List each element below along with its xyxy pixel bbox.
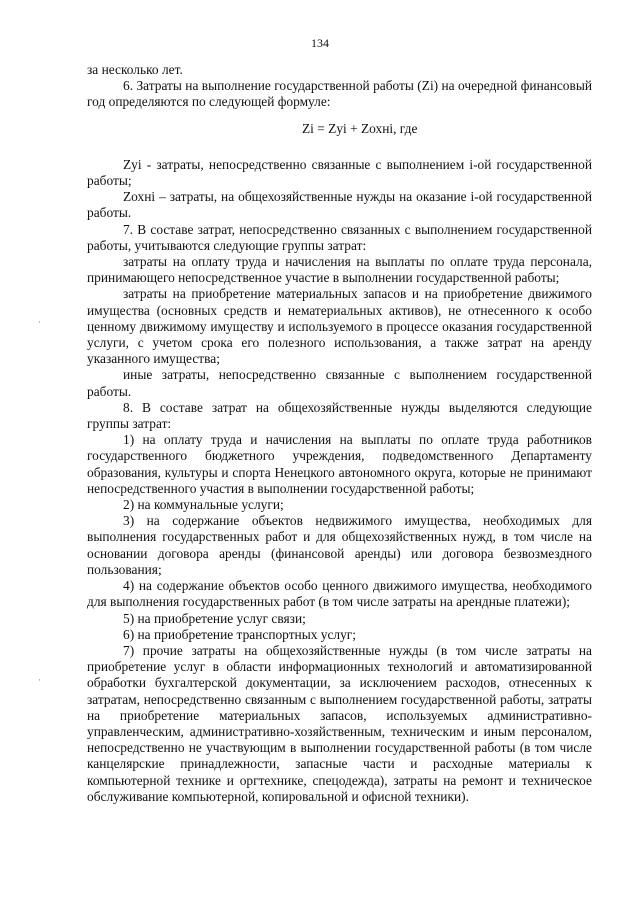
paragraph-8-item-4: 4) на содержание объектов особо ценного движимого имущества, необходимого для выполнения государственных работ (в том числе затраты на арендные платежи); — [87, 578, 592, 610]
document-body — [87, 62, 592, 805]
definition-zohni: Zохнi – затраты, на общехозяйственные нужды на оказание i-ой государственной работы. — [87, 189, 592, 221]
paragraph-continuation: за несколько лет. — [87, 62, 183, 77]
formula: Zi = Zyi + Zохнi, где — [302, 120, 418, 136]
paragraph-7-item-2: затраты на приобретение материальных запасов и на приобретение движимого имущества (основных средств и нематериальных активов), не отнесенного к особо ценному движимому имуществу и используемого в процессе оказания государственной услуги, с учетом срока его полезного использования, а также затрат на аренду указанного имущества; — [87, 286, 592, 367]
paragraph-8-item-6: 6) на приобретение транспортных услуг; — [123, 626, 356, 642]
margin-dot-mark: · — [38, 317, 41, 327]
paragraph-8-item-1: 1) на оплату труда и начисления на выплаты по оплате труда работников государственного бюджетного учреждения, подведомственного Департаменту образования, культуры и спорта Ненецкого автономного округа, которые не принимают непосредственного участия в выполнении государственной работы; — [87, 432, 592, 496]
paragraph-8-item-3: 3) на содержание объектов недвижимого имущества, необходимых для выполнения государственных работ и для общехозяйственных нужд, в том числе на основании договора аренды (финансовой аренды) или договора безвозмездного пользования; — [87, 513, 592, 577]
paragraph-8-item-7: 7) прочие затраты на общехозяйственные нужды (в том числе затраты на приобретение услуг в области информационных технологий и автоматизированной обработки бухгалтерской документации, за исключением расходов, отнесенных к затратам, непосредственно связанным с выполнением государственной работы, затраты на приобретение материальных запасов, используемых административно-управленческим, административно-хозяйственным, техническим и иным персоналом, непосредственно не участвующим в выполнении государственной работы (в том числе канцелярские принадлежности, запасные части и расходные материалы к компьютерной технике и оргтехнике, спецодежда), затраты на ремонт и техническое обслуживание компьютерной, копировальной и офисной техники). — [87, 642, 592, 804]
paragraph-7-item-1: затраты на оплату труда и начисления на выплаты по оплате труда персонала, принимающего непосредственное участие в выполнении государственной работы; — [87, 254, 592, 286]
margin-dot-mark: · — [38, 675, 41, 685]
paragraph-8-item-2: 2) на коммунальные услуги; — [123, 497, 284, 513]
paragraph-6: 6. Затраты на выполнение государственной работы (Zi) на очередной финансовый год определяются по следующей формуле: — [87, 78, 592, 110]
paragraph-8: 8. В составе затрат на общехозяйственные нужды выделяются следующие группы затрат: — [87, 399, 592, 432]
paragraph-7: 7. В составе затрат, непосредственно связанных с выполнением государственной работы, учитываются следующие группы затрат: — [87, 221, 592, 253]
page-number: 134 — [311, 36, 329, 50]
paragraph-8-item-5: 5) на приобретение услуг связи; — [123, 610, 306, 626]
definition-zyi: Zyi - затраты, непосредственно связанные с выполнением i-ой государственной работы; — [87, 156, 592, 189]
paragraph-7-item-3: иные затраты, непосредственно связанные с выполнением государственной работы. — [87, 367, 592, 399]
